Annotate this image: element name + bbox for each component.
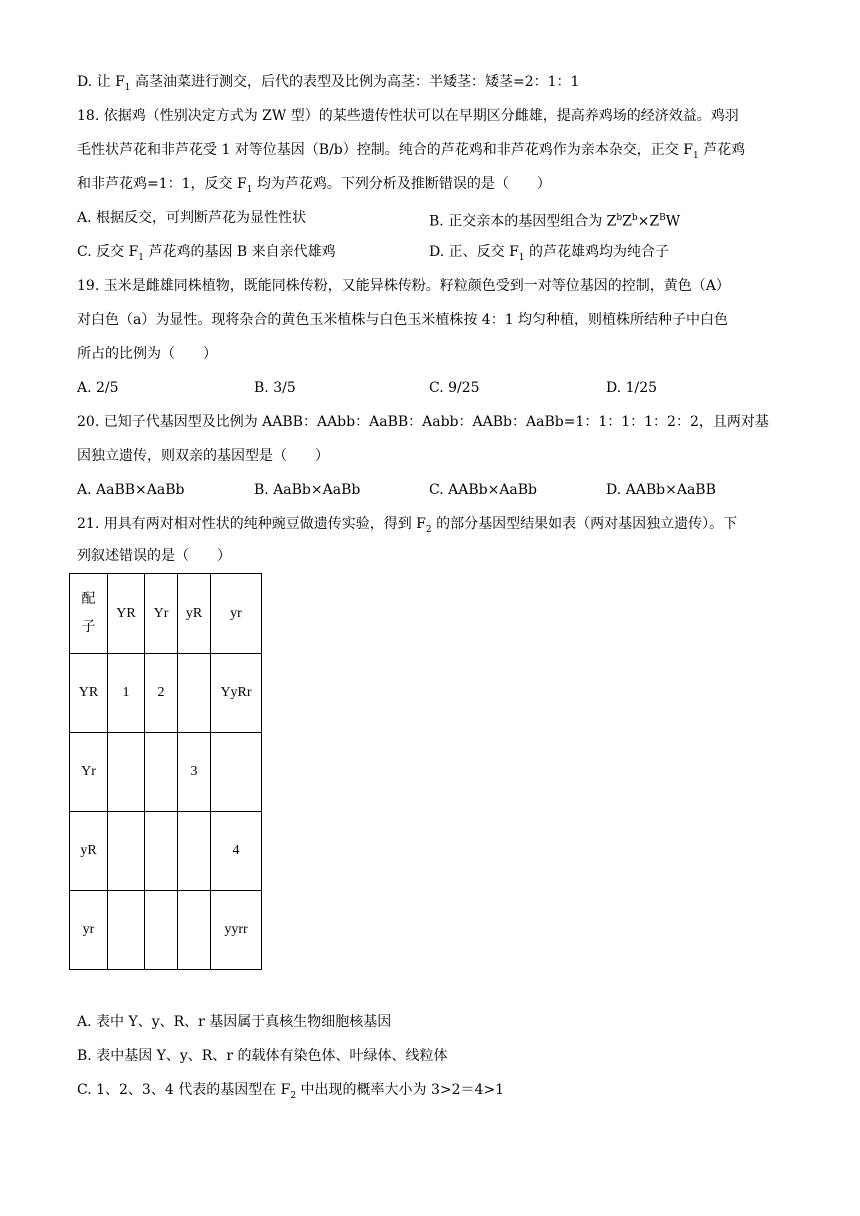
table-cell <box>108 812 145 891</box>
q19-stem-line1: 19. 玉米是雌雄同株植物，既能同株传粉，又能异株传粉。籽粒颜色受到一对等位基因的控制，黄色（A） <box>77 278 730 294</box>
table-cell: YyRr <box>211 654 262 733</box>
column-header: yR <box>178 574 211 654</box>
q21-stem-line1: 21. 用具有两对相对性状的纯种豌豆做遗传实验，得到 $F_2$ 的部分基因型结果如表（两对基因独立遗传）。下 <box>77 516 738 535</box>
table-header-row <box>70 574 262 654</box>
row-header: yr <box>70 891 108 970</box>
q18-stem-line2: 毛性状芦花和非芦花受 1 对等位基因（B/b）控制。纯合的芦花鸡和非芦花鸡作为亲本杂交，正交 $F_1$ 芦花鸡 <box>77 142 746 161</box>
table-cell <box>108 891 145 970</box>
table-cell <box>178 812 211 891</box>
table-cell <box>145 812 178 891</box>
q18-option-b: B. 正交亲本的基因型组合为 $Z^bZ^b\times Z^BW$ <box>429 213 681 230</box>
q19-option-a: A. 2/5 <box>77 380 119 396</box>
table-corner-cell: 配 子 <box>70 574 108 654</box>
q21-option-c: C. 1、2、3、4 代表的基因型在 $F_2$ 中出现的概率大小为 3>2＝4>1 <box>77 1082 505 1101</box>
table-row <box>70 654 262 733</box>
q20-option-c: C. AABb×AaBb <box>429 482 538 498</box>
q17-option-d: D. 让 $F_1$ 高茎油菜进行测交，后代的表型及比例为高茎：半矮茎：矮茎=2：1：1 <box>77 74 580 93</box>
q21-option-a: A. 表中 Y、y、R、r 基因属于真核生物细胞核基因 <box>77 1014 392 1030</box>
table-row <box>70 733 262 812</box>
table-cell <box>211 733 262 812</box>
q19-option-c: C. 9/25 <box>429 380 480 396</box>
q18-option-a: A. 根据反交，可判断芦花为显性性状 <box>77 210 307 226</box>
q20-option-b: B. AaBb×AaBb <box>254 482 361 498</box>
q18-stem-line1: 18. 依据鸡（性别决定方式为 ZW 型）的某些遗传性状可以在早期区分雌雄，提高养鸡场的经济效益。鸡羽 <box>77 108 739 124</box>
q20-option-a: A. AaBB×AaBb <box>77 482 185 498</box>
q20-stem-line1: 20. 已知子代基因型及比例为 AABB：AAbb：AaBB：Aabb：AABb：AaBb=1：1：1：1：2：2，且两对基 <box>77 414 769 430</box>
q19-stem-line3: 所占的比例为（ ） <box>77 346 217 362</box>
q21-option-b: B. 表中基因 Y、y、R、r 的载体有染色体、叶绿体、线粒体 <box>77 1048 448 1064</box>
table-cell: 1 <box>108 654 145 733</box>
q20-stem-line2: 因独立遗传，则双亲的基因型是（ ） <box>77 448 329 464</box>
table-row <box>70 812 262 891</box>
row-header: YR <box>70 654 108 733</box>
table-row <box>70 891 262 970</box>
q18-option-d: D. 正、反交 $F_1$ 的芦花雄鸡均为纯合子 <box>429 244 669 263</box>
table-cell <box>178 891 211 970</box>
column-header: yr <box>211 574 262 654</box>
row-header: Yr <box>70 733 108 812</box>
table-cell <box>178 654 211 733</box>
column-header: YR <box>108 574 145 654</box>
q19-option-b: B. 3/5 <box>254 380 296 396</box>
q19-stem-line2: 对白色（a）为显性。现将杂合的黄色玉米植株与白色玉米植株按 4：1 均匀种植，则植株所结种子中白色 <box>77 312 729 328</box>
q18-stem-line3: 和非芦花鸡=1：1，反交 $F_1$ 均为芦花鸡。下列分析及推断错误的是（ ） <box>77 176 551 195</box>
table-cell: 4 <box>211 812 262 891</box>
row-header: yR <box>70 812 108 891</box>
table-cell <box>108 733 145 812</box>
gamete-table <box>69 573 262 970</box>
table-cell: yyrr <box>211 891 262 970</box>
q18-option-c: C. 反交 $F_1$ 芦花鸡的基因 B 来自亲代雄鸡 <box>77 244 336 263</box>
table-cell <box>145 733 178 812</box>
column-header: Yr <box>145 574 178 654</box>
table-cell <box>145 891 178 970</box>
q20-option-d: D. AABb×AaBB <box>606 482 716 498</box>
table-cell: 3 <box>178 733 211 812</box>
q19-option-d: D. 1/25 <box>606 380 658 396</box>
table-cell: 2 <box>145 654 178 733</box>
q21-stem-line2: 列叙述错误的是（ ） <box>77 548 231 564</box>
